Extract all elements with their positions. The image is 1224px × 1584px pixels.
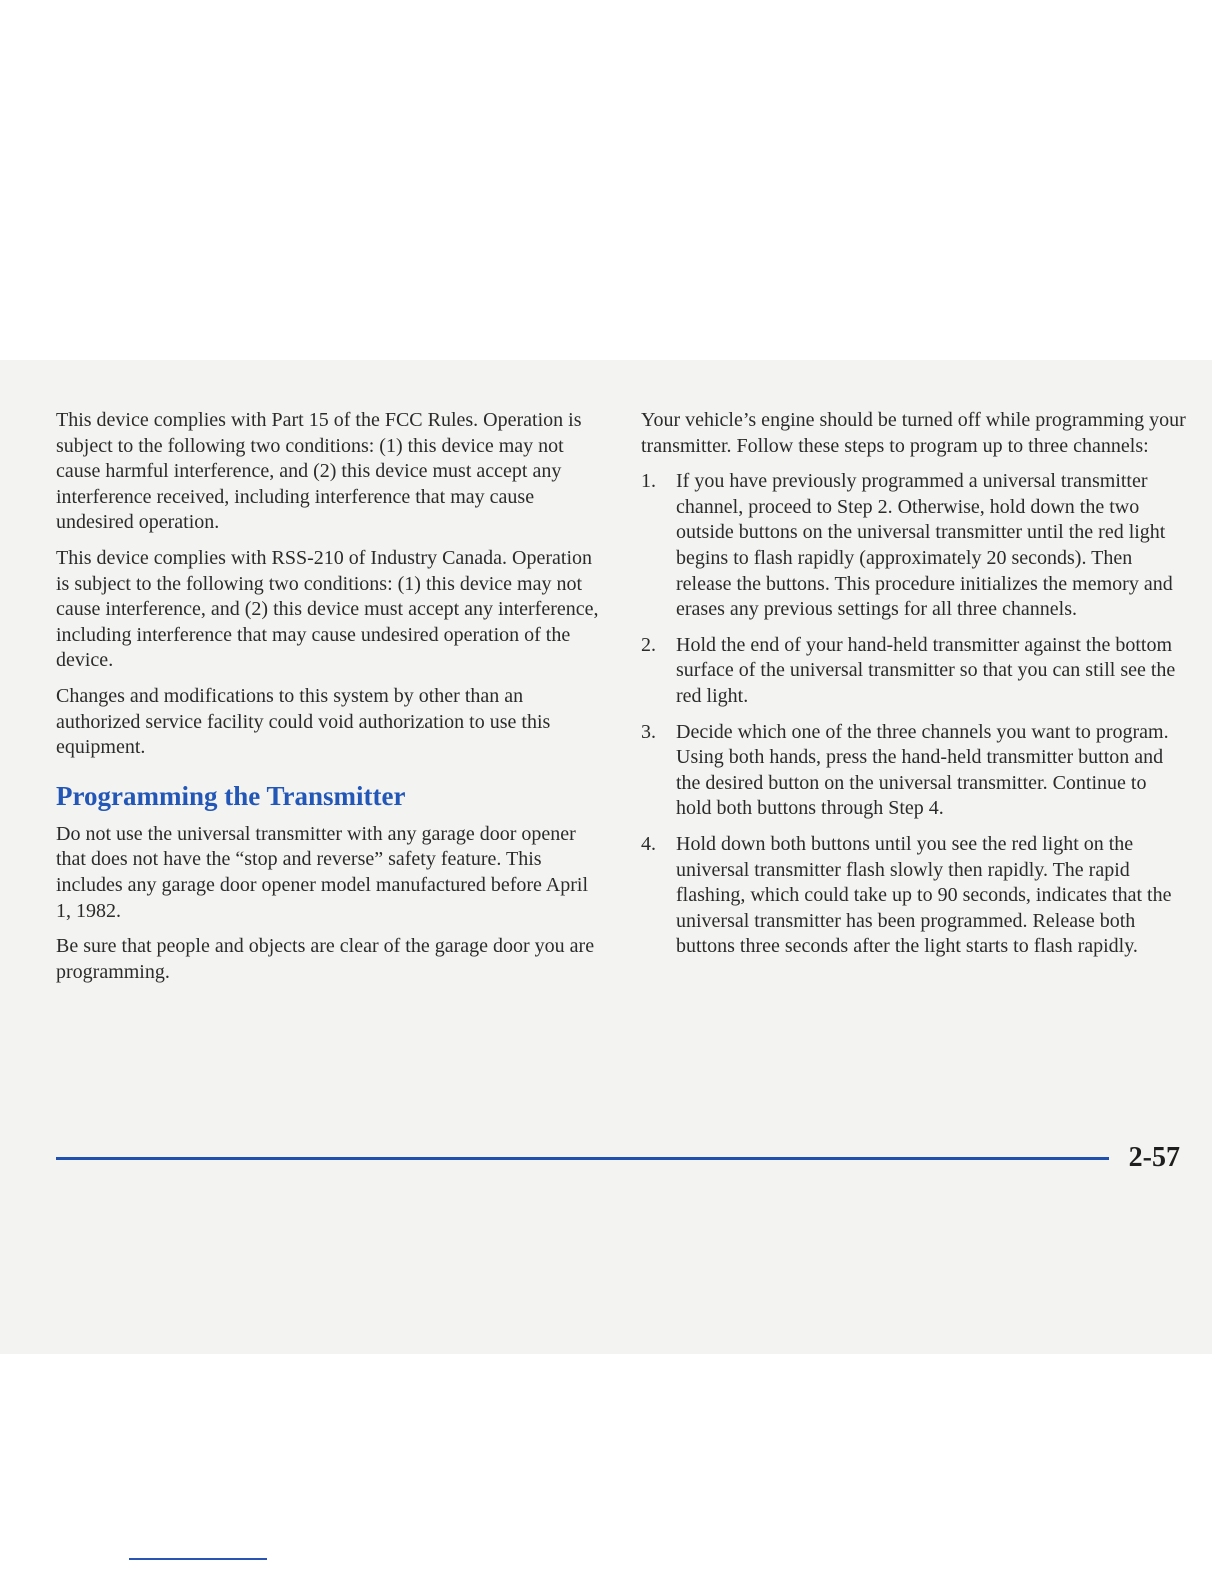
list-item [641,832,1186,960]
step-text: Hold the end of your hand-held transmitter against the bottom surface of the universal transmitter so that you can still see the red light. [676,633,1176,707]
step-number: 4. [641,832,656,855]
intro-paragraph: Your vehicle’s engine should be turned off while programming your transmitter. Follow these steps to program up to three channels: [641,409,1186,457]
list-item [641,633,1186,710]
clear-door-paragraph: Be sure that people and objects are clear of the garage door you are programming. [56,935,595,983]
section-heading: Programming the Transmitter [56,780,406,811]
list-item [641,469,1186,623]
page-number: 2-57 [1128,1142,1180,1173]
right-column [641,408,1186,970]
step-text: Decide which one of the three channels you want to program. Using both hands, press the hand-held transmitter button and the desired button on the universal transmitter. Continue to hold both buttons through Step 4. [676,720,1169,820]
industry-canada-paragraph: This device complies with RSS-210 of Industry Canada. Operation is subject to the following two conditions: (1) this device may not cause interference, and (2) this device must accept any interference, including interference that may cause undesired operation of the device. [56,546,599,672]
left-column [56,408,604,995]
safety-paragraph: Do not use the universal transmitter with any garage door opener that does not have the “stop and reverse” safety feature. This includes any garage door opener model manufactured before April 1, 1982. [56,822,589,922]
step-number: 2. [641,633,656,656]
step-text: If you have previously programmed a universal transmitter channel, proceed to Step 2. Otherwise, hold down the two outside buttons on the universal transmitter until the red light begins to flash rapidly (approximately 20 seconds). Then release the buttons. This procedure initializes the memory and erases any previous settings for all three channels. [676,470,1173,621]
step-number: 3. [641,720,656,743]
steps-list [641,469,1186,960]
step-text: Hold down both buttons until you see the red light on the universal transmitter flash slowly then rapidly. The rapid flashing, which could take up to 90 seconds, indicates that the universal transmitter has been programmed. Release both buttons three seconds after the light starts to flash rapidly. [676,832,1172,958]
footnote-rule [129,1558,267,1560]
footer-rule [56,1157,1109,1160]
modifications-paragraph: Changes and modifications to this system by other than an authorized service facility could void authorization to use this equipment. [56,684,551,759]
step-number: 1. [641,470,656,493]
fcc-paragraph: This device complies with Part 15 of the FCC Rules. Operation is subject to the following two conditions: (1) this device may not cause harmful interference, and (2) this device must accept any interference received, including interference that may cause undesired operation. [56,409,582,534]
list-item [641,720,1186,822]
